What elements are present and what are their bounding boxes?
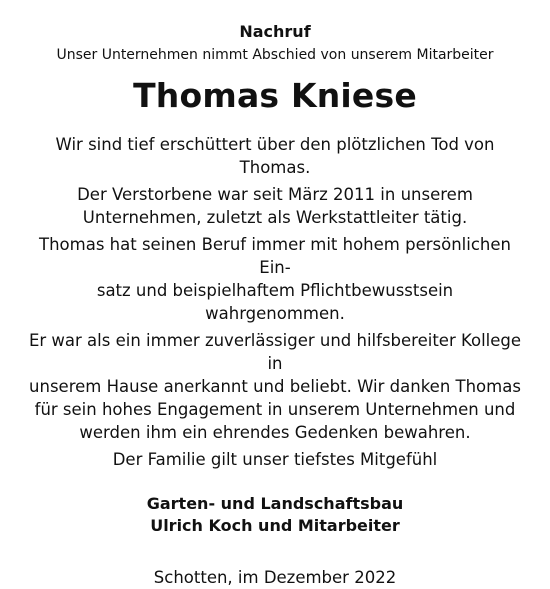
signature-block xyxy=(0,493,550,537)
notice-heading: Nachruf xyxy=(239,22,311,41)
body-paragraph: Der Verstorbene war seit März 2011 in unserem Unternehmen, zuletzt als Werkstattleiter tätig. xyxy=(77,185,473,227)
notice-body xyxy=(0,133,550,471)
deceased-name: Thomas Kniese xyxy=(133,76,417,115)
signature-company: Garten- und Landschaftsbau xyxy=(146,494,404,513)
signature-owner: Ulrich Koch und Mitarbeiter xyxy=(150,516,400,535)
place-date: Schotten, im Dezember 2022 xyxy=(153,568,397,587)
notice-intro: Unser Unternehmen nimmt Abschied von unserem Mitarbeiter xyxy=(56,47,494,63)
body-paragraph: Er war als ein immer zuverlässiger und hilfsbereiter Kollege in unserem Hause anerkannt und beliebt. Wir danken Thomas für sein hohes Engagement in unserem Unternehmen und werden ihm ein ehrendes Gedenken bewahren. xyxy=(28,331,522,442)
body-paragraph: Der Familie gilt unser tiefstes Mitgefühl xyxy=(112,450,438,469)
body-paragraph: Thomas hat seinen Beruf immer mit hohem persönlichen Ein- satz und beispielhaftem Pflichtbewusstsein wahrgenommen. xyxy=(39,235,511,323)
body-paragraph: Wir sind tief erschüttert über den plötzlichen Tod von Thomas. xyxy=(55,135,495,177)
